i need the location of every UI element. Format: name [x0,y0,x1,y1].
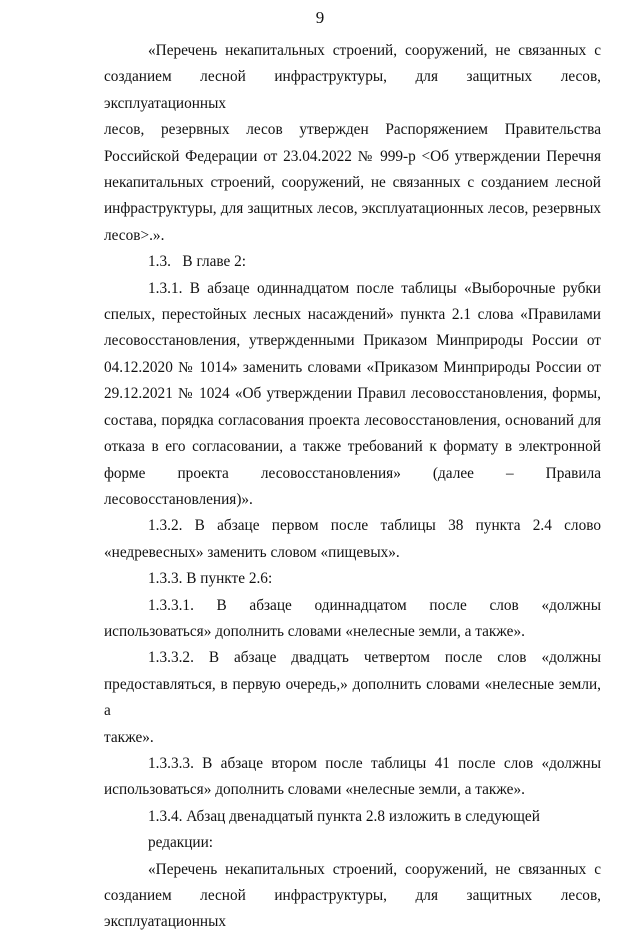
document-body [104,38,601,936]
text-line: 29.12.2021 № 1024 «Об утверждении Правил лесовосстановления, формы, [104,385,601,403]
paragraph [104,857,601,936]
paragraph [104,645,601,751]
text-line: также». [104,728,154,746]
text-line: спелых, перестойных лесных насаждений» пункта 2.1 слова «Правилами [104,306,601,324]
text-line: лесов>.». [104,226,165,244]
paragraph [104,804,601,857]
text-line: «недревесных» заменить словом «пищевых». [104,543,400,561]
text-line: 1.3.3.1. В абзаце одиннадцатом после слов «должны [148,596,601,614]
paragraph [104,513,601,566]
paragraph [104,249,601,275]
text-line: 1.3.2. В абзаце первом после таблицы 38 пункта 2.4 слово [148,517,601,535]
text-line: некапитальных строений, сооружений, не связанных с созданием лесной [104,174,601,192]
text-line: 1.3.3.3. В абзаце втором после таблицы 41 после слов «должны [148,754,601,772]
text-line: созданием лесной инфраструктуры, для защитных лесов, эксплуатационных [104,68,601,112]
text-line: «Перечень некапитальных строений, сооружений, не связанных с [148,860,601,878]
text-line: «Перечень некапитальных строений, сооружений, не связанных с [148,42,601,59]
text-line: предоставляться, в первую очередь,» дополнить словами «нелесные земли, а [104,675,601,720]
page-number: 9 [315,8,325,27]
paragraph [104,593,601,646]
text-line: инфраструктуры, для защитных лесов, эксплуатационных лесов, резервных [104,200,601,218]
text-line: 1.3.3.2. В абзаце двадцать четвертом после слов «должны [148,649,601,667]
text-line: лесов, резервных лесов утвержден Распоряжением Правительства [104,121,601,139]
text-line: форме проекта лесовосстановления» (далее – Правила [104,464,601,482]
text-line: лесовосстановления, утвержденными Приказом Минприроды России от [104,332,601,350]
text-line: 1.3.1. В абзаце одиннадцатом после таблицы «Выборочные рубки [148,279,601,297]
paragraph [104,276,601,514]
text-line: использоваться» дополнить словами «нелесные земли, а также». [104,781,525,799]
text-line: 1.3.3. В пункте 2.6: [148,570,273,588]
text-line: отказа в его согласовании, а также требований к формату в электронной [104,438,601,456]
text-line: 1.3.4. Абзац двенадцатый пункта 2.8 изложить в следующей редакции: [148,807,540,852]
text-line: лесовосстановления)». [104,490,253,508]
text-line: 1.3. В главе 2: [148,253,247,271]
text-line: состава, порядка согласования проекта лесовосстановления, оснований для [104,411,601,429]
paragraph [104,751,601,804]
text-line: Российской Федерации от 23.04.2022 № 999-р <Об утверждении Перечня [104,147,601,165]
paragraph [104,566,601,592]
paragraph [104,38,601,249]
text-line: использоваться» дополнить словами «нелесные земли, а также». [104,622,525,640]
text-line: созданием лесной инфраструктуры, для защитных лесов, эксплуатационных [104,887,601,931]
text-line: 04.12.2020 № 1014» заменить словами «Приказом Минприроды России от [104,358,601,376]
